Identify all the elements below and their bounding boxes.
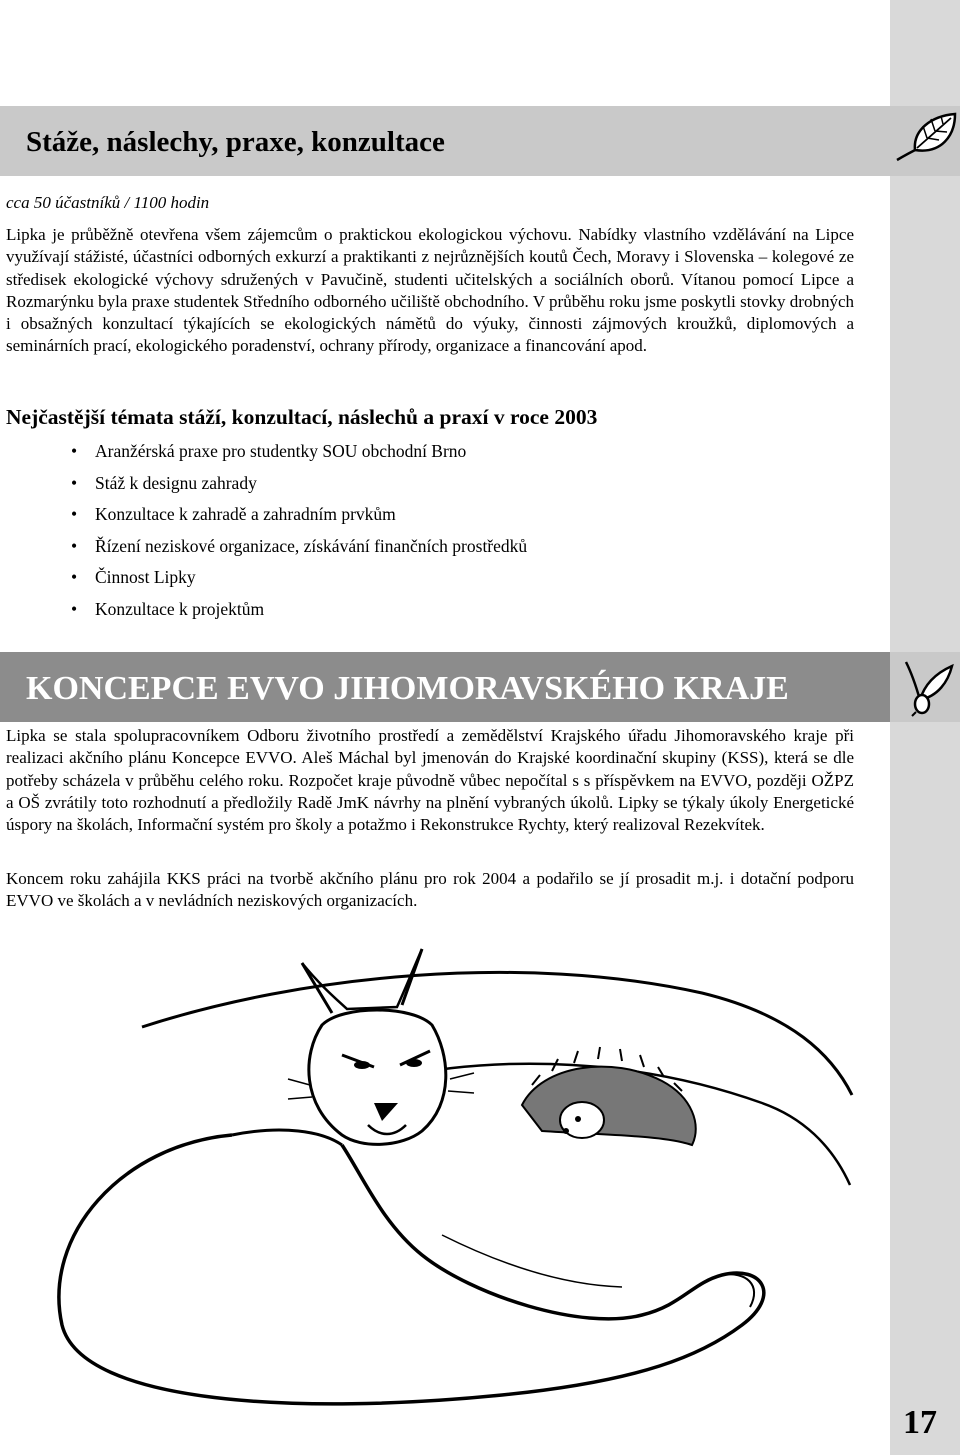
- list-item: • Konzultace k projektům: [68, 594, 527, 626]
- fox-hedgehog-illustration: [2, 935, 862, 1435]
- koncepce-paragraph: Lipka se stala spolupracovníkem Odboru životního prostředí a zemědělství Krajského úřadu Jihomoravského kraje při realizaci akčního plánu Koncepce EVVO. Aleš Máchal byl jmenován do Krajské koordinační skupiny (KSS), která se dle potřeby scházela v průběhu celého roku. Rozpočet kraje původně vůbec nepočítal s s příspěvkem na EVVO, později OŽPZ a OŠ zvrátily toto rozhodnutí a předložily Radě JmK návrhy na plnění vybraných úkolů. Lipky se týkaly úkoly Energetické úspory na školách, Informační systém pro školy a potažmo i Rekonstrukce Rychty, který realizoval Rezekvítek.: [6, 726, 854, 835]
- bullet-icon: •: [71, 535, 78, 556]
- topics-list: [68, 436, 527, 626]
- bullet-icon: •: [71, 567, 78, 588]
- koncepce-paragraph-2: Koncem roku zahájila KKS práci na tvorbě akčního plánu pro rok 2004 a podařilo se jí prosadit m.j. i dotační podporu EVVO ve školách a v nevládních neziskových organizacích.: [6, 869, 854, 911]
- section-title-koncepce: KONCEPCE EVVO JIHOMORAVSKÉHO KRAJE: [26, 670, 789, 707]
- participants-stats: cca 50 účastníků / 1100 hodin: [6, 193, 210, 212]
- bullet-icon: •: [71, 441, 78, 461]
- maple-seed-icon: [898, 656, 956, 718]
- leaf-icon: [893, 110, 959, 170]
- list-item: • Činnost Lipky: [68, 562, 527, 594]
- hedgehog-drawing: [522, 1047, 696, 1145]
- topics-heading: Nejčastější témata stáží, konzultací, náslechů a praxí v roce 2003: [6, 405, 598, 429]
- fox-drawing: [59, 949, 764, 1404]
- bullet-icon: •: [71, 504, 78, 525]
- bullet-icon: •: [71, 472, 78, 493]
- list-item: • Aranžérská praxe pro studentky SOU obchodní Brno: [68, 436, 527, 468]
- page-sidebar: [890, 0, 960, 1455]
- section-title-staze: Stáže, náslechy, praxe, konzultace: [26, 126, 445, 158]
- bullet-icon: •: [71, 598, 78, 619]
- list-item: • Stáž k designu zahrady: [68, 468, 527, 500]
- list-item: • Řízení neziskové organizace, získávání finančních prostředků: [68, 531, 527, 563]
- intro-paragraph: Lipka je průběžně otevřena všem zájemcům o praktickou ekologickou výchovu. Nabídky vlastního vzdělávání na Lipce využívají stážisté, účastníci odborných exkurzí a praktikanti z nejrůznějších koutů Čech, Moravy i Slovenska – kolegové ze středisek ekologické výchovy sdružených v Pavučině, studenti učitelských a sociálních oborů. Vítanou pomocí Lipce a Rozmarýnku byla praxe studentek Středního odborného učiliště obchodního. V průběhu roku jsme poskytli stovky drobných i obsažných konzultací týkajících se ekologických námětů do výuky, činnosti zájmových kroužků, diplomových a seminárních prací, ekologického poradenství, ochrany přírody, organizace a financování apod.: [6, 225, 854, 356]
- page-number: 17: [903, 1404, 937, 1441]
- list-item: • Konzultace k zahradě a zahradním prvkům: [68, 499, 527, 531]
